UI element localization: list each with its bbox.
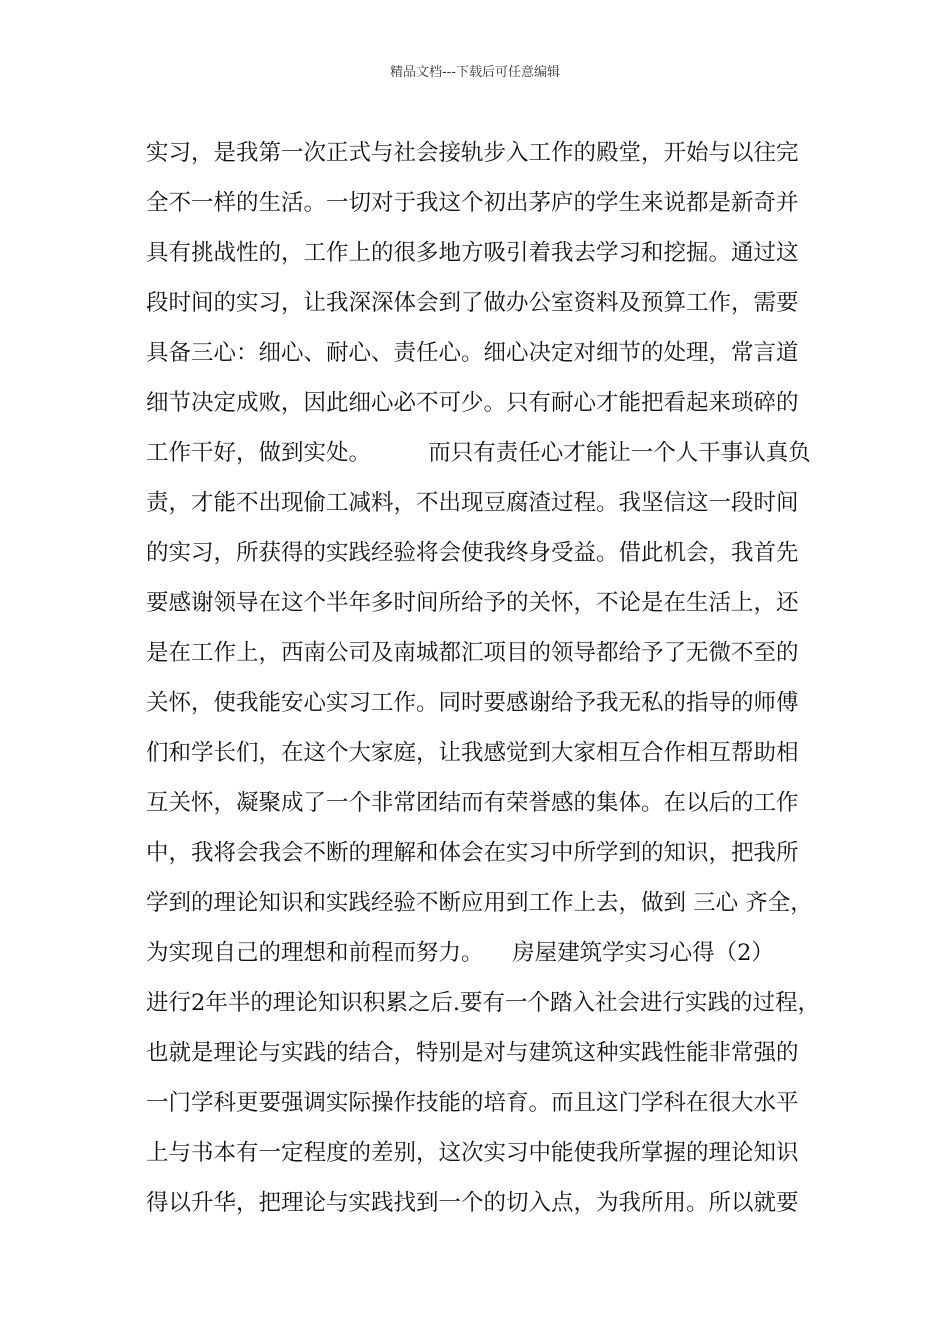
text-line: 是在工作上，西南公司及南城都汇项目的领导都给予了无微不至的	[146, 640, 799, 666]
text-line: 中，我将会我会不断的理解和体会在实习中所学到的知识，把我所	[146, 840, 799, 866]
text-line: 的实习，所获得的实践经验将会使我终身受益。借此机会，我首先	[146, 540, 799, 566]
text-line: 一门学科更要强调实际操作技能的培育。而且这门学科在很大水平	[146, 1090, 799, 1116]
text-line: 要感谢领导在这个半年多时间所给予的关怀，不论是在生活上，还	[146, 590, 799, 616]
text-line: 为实现自己的理想和前程而努力。 房屋建筑学实习心得（2）	[146, 940, 774, 966]
text-line: 具有挑战性的，工作上的很多地方吸引着我去学习和挖掘。通过这	[146, 240, 799, 266]
text-line: 也就是理论与实践的结合，特别是对与建筑这种实践性能非常强的	[146, 1040, 799, 1066]
page-header: 精品文档---下载后可任意编辑	[389, 65, 561, 80]
text-line: 进行2年半的理论知识积累之后.要有一个踏入社会进行实践的过程，	[146, 990, 820, 1016]
document-body	[146, 128, 826, 1228]
text-line: 细节决定成败，因此细心必不可少。只有耐心才能把看起来琐碎的	[146, 390, 799, 416]
text-line: 具备三心：细心、耐心、责任心。细心决定对细节的处理，常言道	[146, 340, 799, 366]
text-line: 得以升华，把理论与实践找到一个的切入点，为我所用。所以就要	[146, 1190, 799, 1216]
text-line: 们和学长们，在这个大家庭，让我感觉到大家相互合作相互帮助相	[146, 740, 799, 766]
text-line: 责，才能不出现偷工减料，不出现豆腐渣过程。我坚信这一段时间	[146, 490, 799, 516]
text-line: 上与书本有一定程度的差别，这次实习中能使我所掌握的理论知识	[146, 1140, 799, 1166]
text-line: 工作干好，做到实处。 而只有责任心才能让一个人干事认真负	[146, 440, 811, 466]
text-line: 实习，是我第一次正式与社会接轨步入工作的殿堂，开始与以往完	[146, 140, 799, 166]
text-line: 互关怀，凝聚成了一个非常团结而有荣誉感的集体。在以后的工作	[146, 790, 799, 816]
text-line: 全不一样的生活。一切对于我这个初出茅庐的学生来说都是新奇并	[146, 190, 799, 216]
text-line: 关怀，使我能安心实习工作。同时要感谢给予我无私的指导的师傅	[146, 690, 799, 716]
text-line: 学到的理论知识和实践经验不断应用到工作上去，做到 三心 齐全，	[146, 890, 813, 916]
text-line: 段时间的实习，让我深深体会到了做办公室资料及预算工作，需要	[146, 290, 799, 316]
